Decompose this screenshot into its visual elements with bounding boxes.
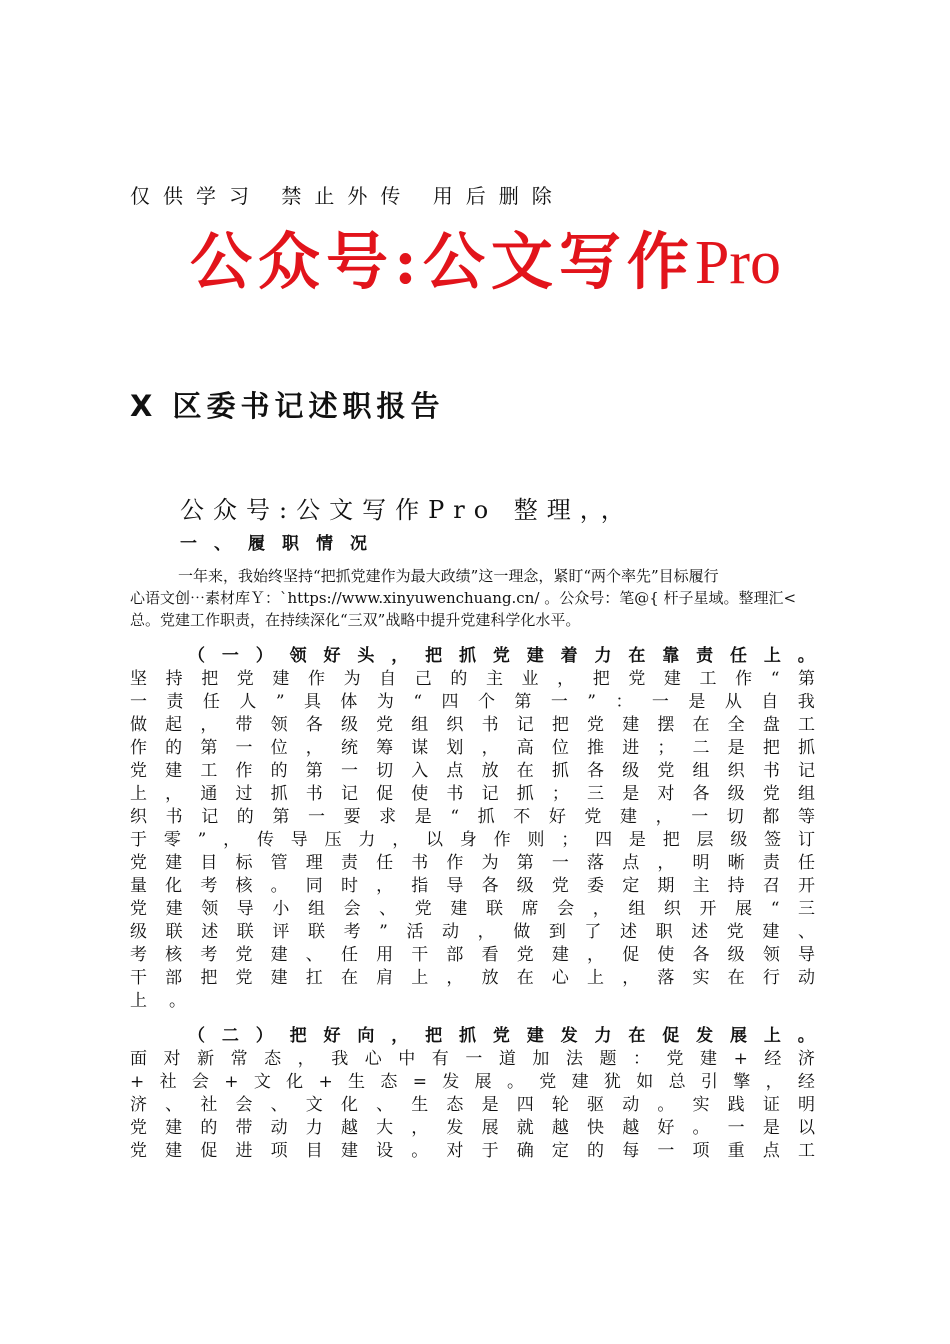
paragraph-line: 级 联 述 联 评 联 考 ” 活 动 ， 做 到 了 述 职 述 党 建 、 <box>130 922 815 942</box>
paragraph-line: 济 、 社 会 、 文 化 、 生 态 是 四 轮 驱 动 。 实 践 证 明 <box>130 1095 815 1115</box>
paragraph-heading: （ 一 ） 领 好 头 ， 把 抓 党 建 着 力 在 靠 责 任 上 。 <box>188 646 815 666</box>
paragraph-line: 党 建 促 进 项 目 建 设 。 对 于 确 定 的 每 一 项 重 点 工 <box>130 1141 815 1161</box>
paragraph-line: 上 ， 通 过 抓 书 记 促 使 书 记 抓 ； 三 是 对 各 级 党 组 <box>130 784 815 804</box>
paragraph-line: 党 建 的 带 动 力 越 大 ， 发 展 就 越 快 越 好 。 一 是 以 <box>130 1118 815 1138</box>
intro-paragraph <box>130 565 830 631</box>
usage-notice: 仅供学习 禁止外传 用后删除 <box>130 184 565 208</box>
paragraph-heading: （ 二 ） 把 好 向 ， 把 抓 党 建 发 力 在 促 发 展 上 。 <box>188 1026 815 1046</box>
credit-line: 公众号:公文写作Pro 整理，， <box>180 496 634 524</box>
paragraph-line: 于 零 ” ， 传 导 压 力 ， 以 身 作 则 ； 四 是 把 层 级 签 订 <box>130 830 815 850</box>
paragraph-line: 党 建 领 导 小 组 会 、 党 建 联 席 会 ， 组 织 开 展 “ 三 <box>130 899 815 919</box>
paragraph-line: + 社 会 + 文 化 + 生 态 = 发 展 。 党 建 犹 如 总 引 擎 ， 经 <box>130 1072 815 1092</box>
paragraph-line: 党 建 工 作 的 第 一 切 入 点 放 在 抓 各 级 党 组 织 书 记 <box>130 761 815 781</box>
paragraph-line: 织 书 记 的 第 一 要 求 是 “ 抓 不 好 党 建 ， 一 切 都 等 <box>130 807 815 827</box>
section-heading: 一、履职情况 <box>180 534 384 554</box>
paragraph-line: 做 起 ， 带 领 各 级 党 组 织 书 记 把 党 建 摆 在 全 盘 工 <box>130 715 815 735</box>
brand-watermark <box>190 226 781 299</box>
paragraph-line: 党 建 目 标 管 理 责 任 书 作 为 第 一 落 点 ， 明 晰 责 任 <box>130 853 815 873</box>
paragraph-responsibility <box>130 645 815 1013</box>
intro-line: 心语文创⋯素材库Ｙ：`https://www.xinyuwenchuang.cn/ 。公众号：笔@{ 杆子星域。整理汇< <box>130 589 797 607</box>
paragraph-line: 考 核 考 党 建 、 任 用 干 部 看 党 建 ， 促 使 各 级 领 导 <box>130 945 815 965</box>
paragraph-direction <box>130 1025 815 1163</box>
paragraph-line: 作 的 第 一 位 ， 统 筹 谋 划 ， 高 位 推 进 ； 二 是 把 抓 <box>130 738 815 758</box>
paragraph-line: 上。 <box>130 991 208 1011</box>
paragraph-line: 坚 持 把 党 建 作 为 自 己 的 主 业 ， 把 党 建 工 作 “ 第 <box>130 669 815 689</box>
intro-line: 总。党建工作职责，在持续深化“三双”战略中提升党建科学化水平。 <box>130 611 581 629</box>
paragraph-line: 面 对 新 常 态 ， 我 心 中 有 一 道 加 法 题 ： 党 建 + 经 济 <box>130 1049 815 1069</box>
paragraph-line: 干 部 把 党 建 扛 在 肩 上 ， 放 在 心 上 ， 落 实 在 行 动 <box>130 968 815 988</box>
paragraph-line: 一 责 任 人 ” 具 体 为 “ 四 个 第 一 ” ： 一 是 从 自 我 <box>130 692 815 712</box>
document-title: X 区委书记述职报告 <box>130 389 445 423</box>
paragraph-line: 量 化 考 核 。 同 时 ， 指 导 各 级 党 委 定 期 主 持 召 开 <box>130 876 815 896</box>
brand-text: 公众号:公文写作 <box>190 225 695 298</box>
brand-text-latin: Pro <box>694 229 782 297</box>
intro-line: 一年来，我始终坚持“把抓党建作为最大政绩”这一理念，紧盯“两个率先”目标履行 <box>178 567 719 585</box>
